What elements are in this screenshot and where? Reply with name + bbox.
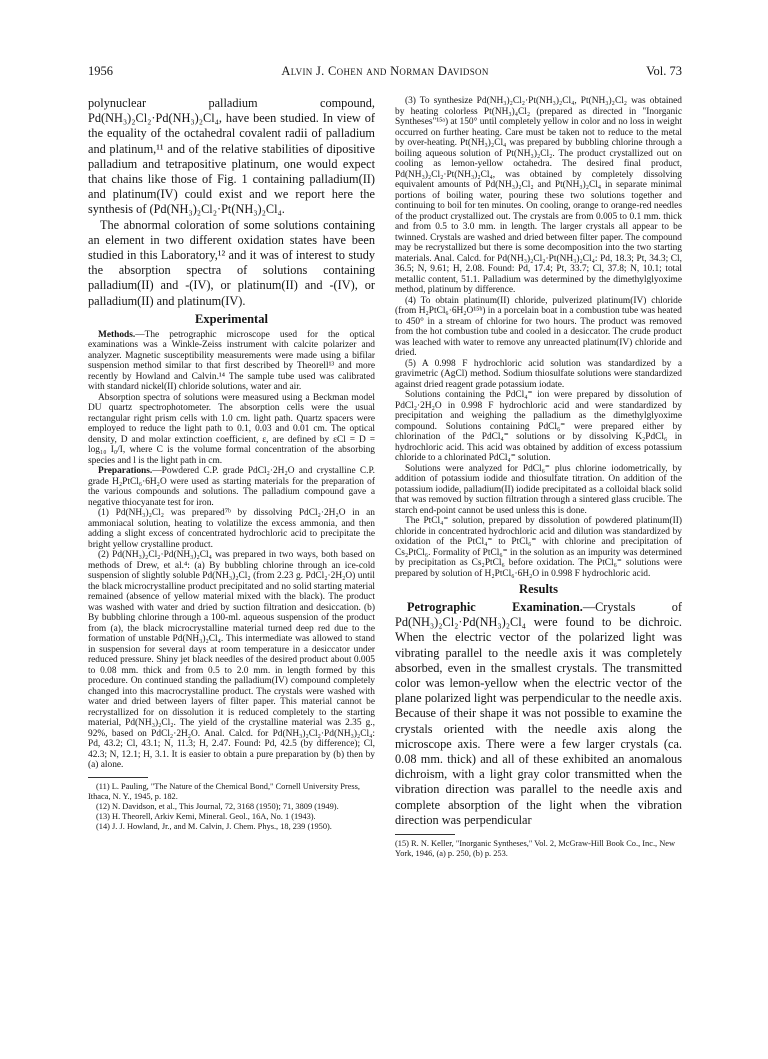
- footnote-11: (11) L. Pauling, "The Nature of the Chemical Bond," Cornell University Press, Ithaca, N. Y., 1945, p. 182.: [88, 781, 361, 801]
- right-column: [395, 96, 682, 1046]
- analysis-paragraph: Solutions were analyzed for PdCl₆⁼ plus chlorine iodometrically, by addition of potassium iodide and thiosulfate titration. On addition of the potassium iodide, palladium(II) iodide precipitated as a colloidal black solid that was removed by suction filtration through a sintered glass crucible. The starch end-point cannot be used unless this is done.: [395, 463, 682, 516]
- preparation-item-5: (5) A 0.998 F hydrochloric acid solution was standardized by a gravimetric (AgCl) method. Sodium thiosulfate solutions were standardized against dried reagent grade potassium iodate.: [395, 358, 682, 390]
- preparations-text: —Powdered C.P. grade PdCl₂·2H₂O and crystalline C.P. grade H₂PtCl₆·6H₂O were used as starting materials for the preparation of the various compounds and solutions. The palladium compound gave a negative thiocyanate test for iron.: [88, 466, 375, 508]
- pdcl4-solutions-paragraph: Solutions containing the PdCl₄⁼ ion were prepared by dissolution of PdCl₂·2H₂O in 0.998 F hydrochloric acid and were standardized by precipitation and weighing the palladium as the dimethylglyoxime compound. Solutions containing PdCl₆⁼ were prepared either by chlorination of the PdCl₄⁼ solutions or by dissolving K₂PdCl₆ in hydrochloric acid. This acid was obtained by addition of excess potassium chloride to a chlorinated PdCl₄⁼ solution.: [395, 390, 682, 463]
- intro-paragraph-continued: polynuclear palladium compound, Pd(NH₃)₂Cl₂·Pd(NH₃)₂Cl₄, have been studied. In view of the equality of the octahedral covalent radii of palladium and platinum,¹¹ and of the relative stabilities of dipositive palladium and tetrapositive platinum, one would expect that chains like those of Fig. 1 containing palladium(II) and platinum(IV) could exist and we report here the synthesis of (Pd(NH₃)₂Cl₂·Pt(NH₃)₂Cl₄.: [88, 96, 375, 217]
- preparations-label: Preparations.: [98, 466, 153, 477]
- petrographic-label: Petrographic Examination.: [407, 600, 583, 614]
- footnote-13: (13) H. Theorell, Arkiv Kemi, Mineral. Geol., 16A, No. 1 (1943).: [96, 811, 316, 821]
- petrographic-text: —Crystals of Pd(NH₃)₂Cl₂·Pd(NH₃)₂Cl₄ were found to be dichroic. When the electric vector of the polarized light was vibrating parallel to the needle axis it was completely absorbed, even in the smallest crystals. The transmitted color was lemon-yellow when the electric vector of the plane polarized light was perpendicular to the needle axis. Because of their shape it was not possible to examine the crystals oriented with the needle axis along the microscope axis. There were a few larger crystals (ca. 0.08 mm. thick) and all of these exhibited an anomalous dichroism, with a light gray color transmitted when the vibration direction was parallel to the needle axis and complete absorption of the light when the vibration direction was perpendicular: [395, 600, 682, 827]
- absorption-paragraph: Absorption spectra of solutions were measured using a Beckman model DU quartz spectrophotometer. The absorption cells were the usual rectangular right prism cells with 1.0 cm. light path. Quartz spacers were employed to reduce the light path to 0.1, 0.03 and 0.01 cm. The optical density, D and molar extinction coefficient, ε, are defined by εCl = D = log₁₀ I₀/I, where C is the volume formal concentration of the absorbing species and l is the light path in cm.: [88, 392, 375, 466]
- preparation-item-4: (4) To obtain platinum(II) chloride, pulverized platinum(IV) chloride (from H₂PtCl₆·6H₂O¹⁵ᵇ) in a porcelain boat in a combustion tube was heated to 450° in a stream of chlorine for two hours. The product was removed from the hot combustion tube and cooled in a desiccator. The crude product was leached with water to remove any unreacted platinum(IV) chloride and dried.: [395, 295, 682, 358]
- methods-label: Methods.: [98, 329, 136, 340]
- ptcl4-solutions-paragraph: The PtCl₄⁼ solution, prepared by dissolution of powdered platinum(II) chloride in concentrated hydrochloric acid and dilution was standardized by oxidation of the PtCl₄⁼ to PtCl₆⁼ with chlorine and precipitation of Cs₂PtCl₆. Formality of PtCl₆⁼ in the solution as an impurity was determined by precipitation as Cs₂PtCl₆ before oxidation. The PtCl₆⁼ solutions were prepared by solution of H₂PtCl₆·6H₂O in 0.998 F hydrochloric acid.: [395, 516, 682, 579]
- methods-text: —The petrographic microscope used for the optical examinations was a Winkle-Zeiss instrument with calcite polarizer and analyzer. Magnetic susceptibility measurements were made using a bifilar suspension method similar to that first described by Theorell¹³ and more recently by Howland and Calvin.¹⁴ The sample tube used was calibrated with standard nickel(II) chloride solutions, water and air.: [88, 329, 375, 393]
- preparation-item-3: (3) To synthesize Pd(NH₃)₂Cl₂·Pt(NH₃)₂Cl₄, Pt(NH₃)₂Cl₂ was obtained by heating colorless Pt(NH₃)₄Cl₂ (prepared as directed in "Inorganic Syntheses"¹⁵ᵃ) at 150° until completely yellow in color and no loss in weight occurred on further heating. Care must be taken not to reduce to the metal by over-heating. Pt(NH₃)₂Cl₄ was prepared by bubbling chlorine through a boiling aqueous solution of Pt(NH₃)₂Cl₂. The product crystallized out on cooling as lemon-yellow octahedra. The desired final product, Pd(NH₃)₂Cl₂·Pt(NH₃)₂Cl₄, was obtained by completely dissolving equivalent amounts of Pd(NH₃)₂Cl₂ and Pt(NH₃)₂Cl₄ in separate minimal portions of boiling water, pouring these two solutions together and continuing to boil for ten minutes. On cooling, orange to orange-red needles of the product crystallized out. The crystals are from 0.005 to 0.1 mm. thick and from 0.5 to 3.0 mm. in length. The larger crystals all appear to be twinned. Crystals are washed and dried between filter paper. The compound may be recrystallized but there is some decomposition into the two starting materials. Anal. Calcd. for Pd(NH₃)₂Cl₂·Pt(NH₃)₂Cl₄: Pd, 18.3; Pt, 34.3; Cl, 36.5; N, 9.61; H, 2.08. Found: Pd, 17.4; Pt, 33.7; Cl, 37.8; N, 10.1; total metallic content, 51.1. Palladium was determined by the dimethylglyoxime method, platinum by difference.: [395, 96, 682, 295]
- footnote-15: (15) R. N. Keller, "Inorganic Syntheses," Vol. 2, McGraw-Hill Book Co., Inc., New York, 1946, (a) p. 250, (b) p. 253.: [395, 839, 676, 859]
- methods-paragraph: [88, 330, 375, 393]
- page-number: 1956: [88, 64, 113, 78]
- footnote-14: (14) J. J. Howland, Jr., and M. Calvin, J. Chem. Phys., 18, 239 (1950).: [96, 821, 332, 831]
- preparation-item-1: (1) Pd(NH₃)₂Cl₂ was prepared⁷ᵇ by dissolving PdCl₂·2H₂O in an ammoniacal solution, heating to volatilize the excess ammonia, and then adding a slight excess of concentrated hydrochloric acid to precipitate the bright yellow crystalline product.: [88, 508, 375, 550]
- preparations-paragraph: [88, 466, 375, 508]
- running-authors: Alvin J. Cohen and Norman Davidson: [281, 64, 489, 78]
- left-column: [88, 96, 375, 1046]
- footnote-12: (12) N. Davidson, et al., This Journal, 72, 3168 (1950); 71, 3809 (1949).: [96, 801, 339, 811]
- footnote-rule-right: [395, 834, 455, 835]
- preparation-item-2: (2) Pd(NH₃)₂Cl₂·Pd(NH₃)₂Cl₄ was prepared in two ways, both based on methods of Drew, et al.⁴: (a) By bubbling chlorine through an ice-cold suspension of slightly soluble Pd(NH₃)₂Cl₂ (from 2.23 g. PdCl₂·2H₂O) until the black microcrystalline product precipitated and no solid starting material remained (absence of yellow material mixed with the black). The product was washed with water and dried by suction filtration and desiccation. (b) By bubbling chlorine through a 100-ml. aqueous suspension of the product from (a), the black microcrystalline material turned deep red due to the formation of unstable Pd(NH₃)₂Cl₄. This intermediate was allowed to stand in suspension for several days at room temperature in a desiccator under reduced pressure. Shiny jet black needles of the desired product about 0.005 to 0.08 mm. thick and from 0.5 to 2.0 mm. in length formed by this procedure. On continued standing the palladium(IV) compound completely changed into this macrocrystalline product. The crystals were washed with water and dried between layers of filter paper. This material cannot be recrystallized for on dissolution it is reduced completely to the starting material, Pd(NH₃)₂Cl₂. The yield of the crystalline material was 2.35 g., 92%, based on PdCl₂·2H₂O. Anal. Calcd. for Pd(NH₃)₂Cl₂·Pd(NH₃)₂Cl₄: Pd, 43.2; Cl, 43.1; N, 11.3; H, 2.47. Found: Pd, 42.5 (by difference); Cl, 42.3; N, 12.1; H, 3.1. It is easier to obtain a pure preparation by (b) then by (a) alone.: [88, 550, 375, 771]
- results-heading: Results: [519, 582, 558, 596]
- footnote-rule: [88, 777, 148, 778]
- volume-label: Vol. 73: [646, 64, 682, 78]
- running-header: [88, 64, 682, 80]
- experimental-heading: Experimental: [195, 311, 268, 326]
- coloration-paragraph: The abnormal coloration of some solutions containing an element in two different oxidation states have been studied in this Laboratory,¹² and it was of interest to study the absorption spectra of solutions containing palladium(II) and -(IV), or platinum(II) and -(IV), or palladium(II) and platinum(IV).: [88, 217, 375, 308]
- petrographic-paragraph: [395, 600, 682, 828]
